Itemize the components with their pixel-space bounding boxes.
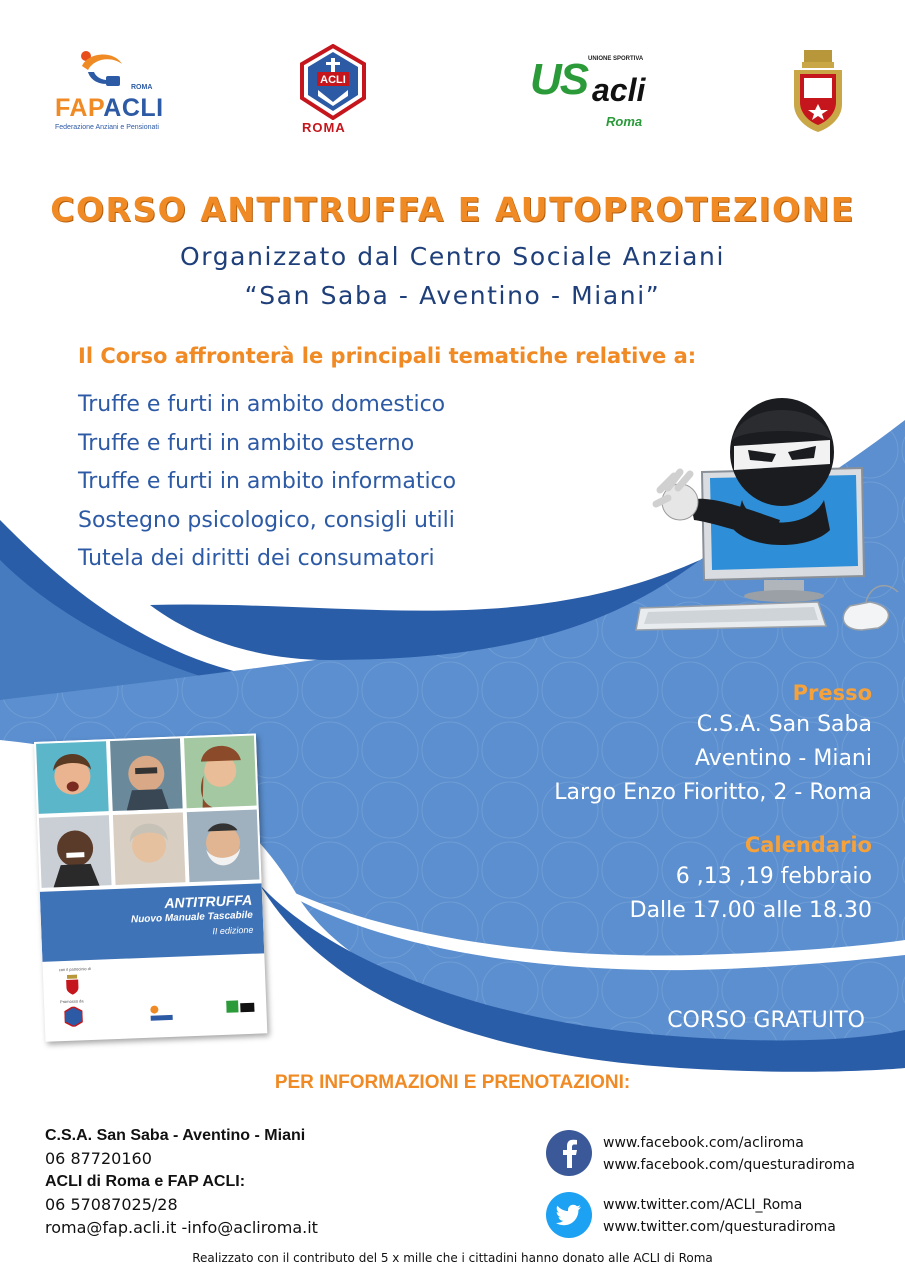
us-roma-label: Roma <box>606 114 643 129</box>
twitter-link[interactable]: www.twitter.com/questuradiroma <box>603 1219 836 1235</box>
acli-shield-icon <box>300 44 366 120</box>
contact-phone: 06 87720160 <box>45 1149 152 1168</box>
free-course-label: CORSO GRATUITO <box>667 1008 865 1033</box>
acli-badge-text: ACLI <box>320 74 346 86</box>
contact-name: ACLI di Roma e FAP ACLI: <box>45 1173 246 1190</box>
booklet-fap-icon <box>148 1003 175 1022</box>
topics-list <box>78 386 456 579</box>
venue-line: Aventino - Miani <box>695 746 872 771</box>
venue-address: Largo Enzo Fioritto, 2 - Roma <box>554 780 872 805</box>
topic-item: Truffe e furti in ambito domestico <box>78 392 446 417</box>
twitter-link[interactable]: www.twitter.com/ACLI_Roma <box>603 1197 803 1213</box>
topics-intro: Il Corso affronterà le principali tematiche relative a: <box>78 344 697 368</box>
venue-label: Presso <box>792 681 872 705</box>
footer-note: Realizzato con il contributo del 5 x mille che i cittadini hanno donato alle ACLI di Roma <box>192 1251 713 1265</box>
booklet-police-icon <box>65 974 80 995</box>
topic-item: Truffe e furti in ambito informatico <box>78 469 457 494</box>
booklet-acli-icon <box>64 1006 83 1027</box>
contacts-block <box>45 1124 318 1239</box>
acli-roma-logo <box>300 44 370 136</box>
calendar-time: Dalle 17.00 alle 18.30 <box>629 898 872 923</box>
booklet-cover <box>34 733 267 1041</box>
booklet-edition: II edizione <box>212 924 254 937</box>
us-acli-logo <box>530 48 665 138</box>
us-word: US <box>530 55 588 104</box>
booklet-subtitle: Nuovo Manuale Tascabile <box>130 909 254 926</box>
subtitle-center-name: “San Saba - Aventino - Miani” <box>244 281 661 310</box>
acli-roma-label: ROMA <box>302 120 346 135</box>
facebook-links <box>603 1132 855 1176</box>
booklet-patrocinio: con il patrocinio di <box>58 965 91 973</box>
facebook-link[interactable]: www.facebook.com/acliroma <box>603 1135 804 1151</box>
keyboard-icon <box>636 602 826 630</box>
facebook-icon <box>546 1130 592 1176</box>
twitter-icon <box>546 1192 592 1238</box>
venue-line: C.S.A. San Saba <box>696 712 872 737</box>
mouse-icon <box>843 586 898 630</box>
us-top-label: UNIONE SPORTIVA <box>588 56 644 62</box>
contact-phone: 06 57087025/28 <box>45 1195 178 1214</box>
thief-computer-illustration <box>630 380 900 650</box>
fap-roma-label: ROMA <box>131 84 153 91</box>
subtitle-organizer: Organizzato dal Centro Sociale Anziani <box>179 242 726 271</box>
calendar-label: Calendario <box>744 833 872 857</box>
calendar-dates: 6 ,13 ,19 febbraio <box>675 864 872 889</box>
contact-email: roma@fap.acli.it -info@acliroma.it <box>45 1218 318 1237</box>
venue-block <box>554 678 872 810</box>
fap-acli-logo <box>50 40 170 140</box>
calendar-block <box>630 830 872 928</box>
fap-swirl-icon <box>78 48 126 94</box>
booklet-promosso: Promosso da <box>59 998 84 1005</box>
booklet-title: ANTITRUFFA <box>164 891 253 912</box>
topic-item: Truffe e furti in ambito esterno <box>78 430 415 456</box>
topic-item: Tutela dei diritti dei consumatori <box>78 546 435 571</box>
booklet-us-icon <box>226 998 257 1017</box>
thief-icon <box>656 398 834 545</box>
police-emblem-icon <box>786 48 850 134</box>
booklet-photo-grid <box>34 733 262 891</box>
fap-acli-title: FAPACLI <box>55 94 164 122</box>
contact-name: C.S.A. San Saba - Aventino - Miani <box>45 1127 306 1144</box>
info-heading: PER INFORMAZIONI E PRENOTAZIONI: <box>274 1072 631 1093</box>
topic-item: Sostegno psicologico, consigli utili <box>78 507 455 533</box>
fap-subtitle: Federazione Anziani e Pensionati <box>55 124 159 131</box>
facebook-link[interactable]: www.facebook.com/questuradiroma <box>603 1157 855 1173</box>
main-title: CORSO ANTITRUFFA E AUTOPROTEZIONE <box>50 190 855 229</box>
us-acli-word: acli <box>592 72 646 108</box>
twitter-links <box>603 1194 836 1238</box>
